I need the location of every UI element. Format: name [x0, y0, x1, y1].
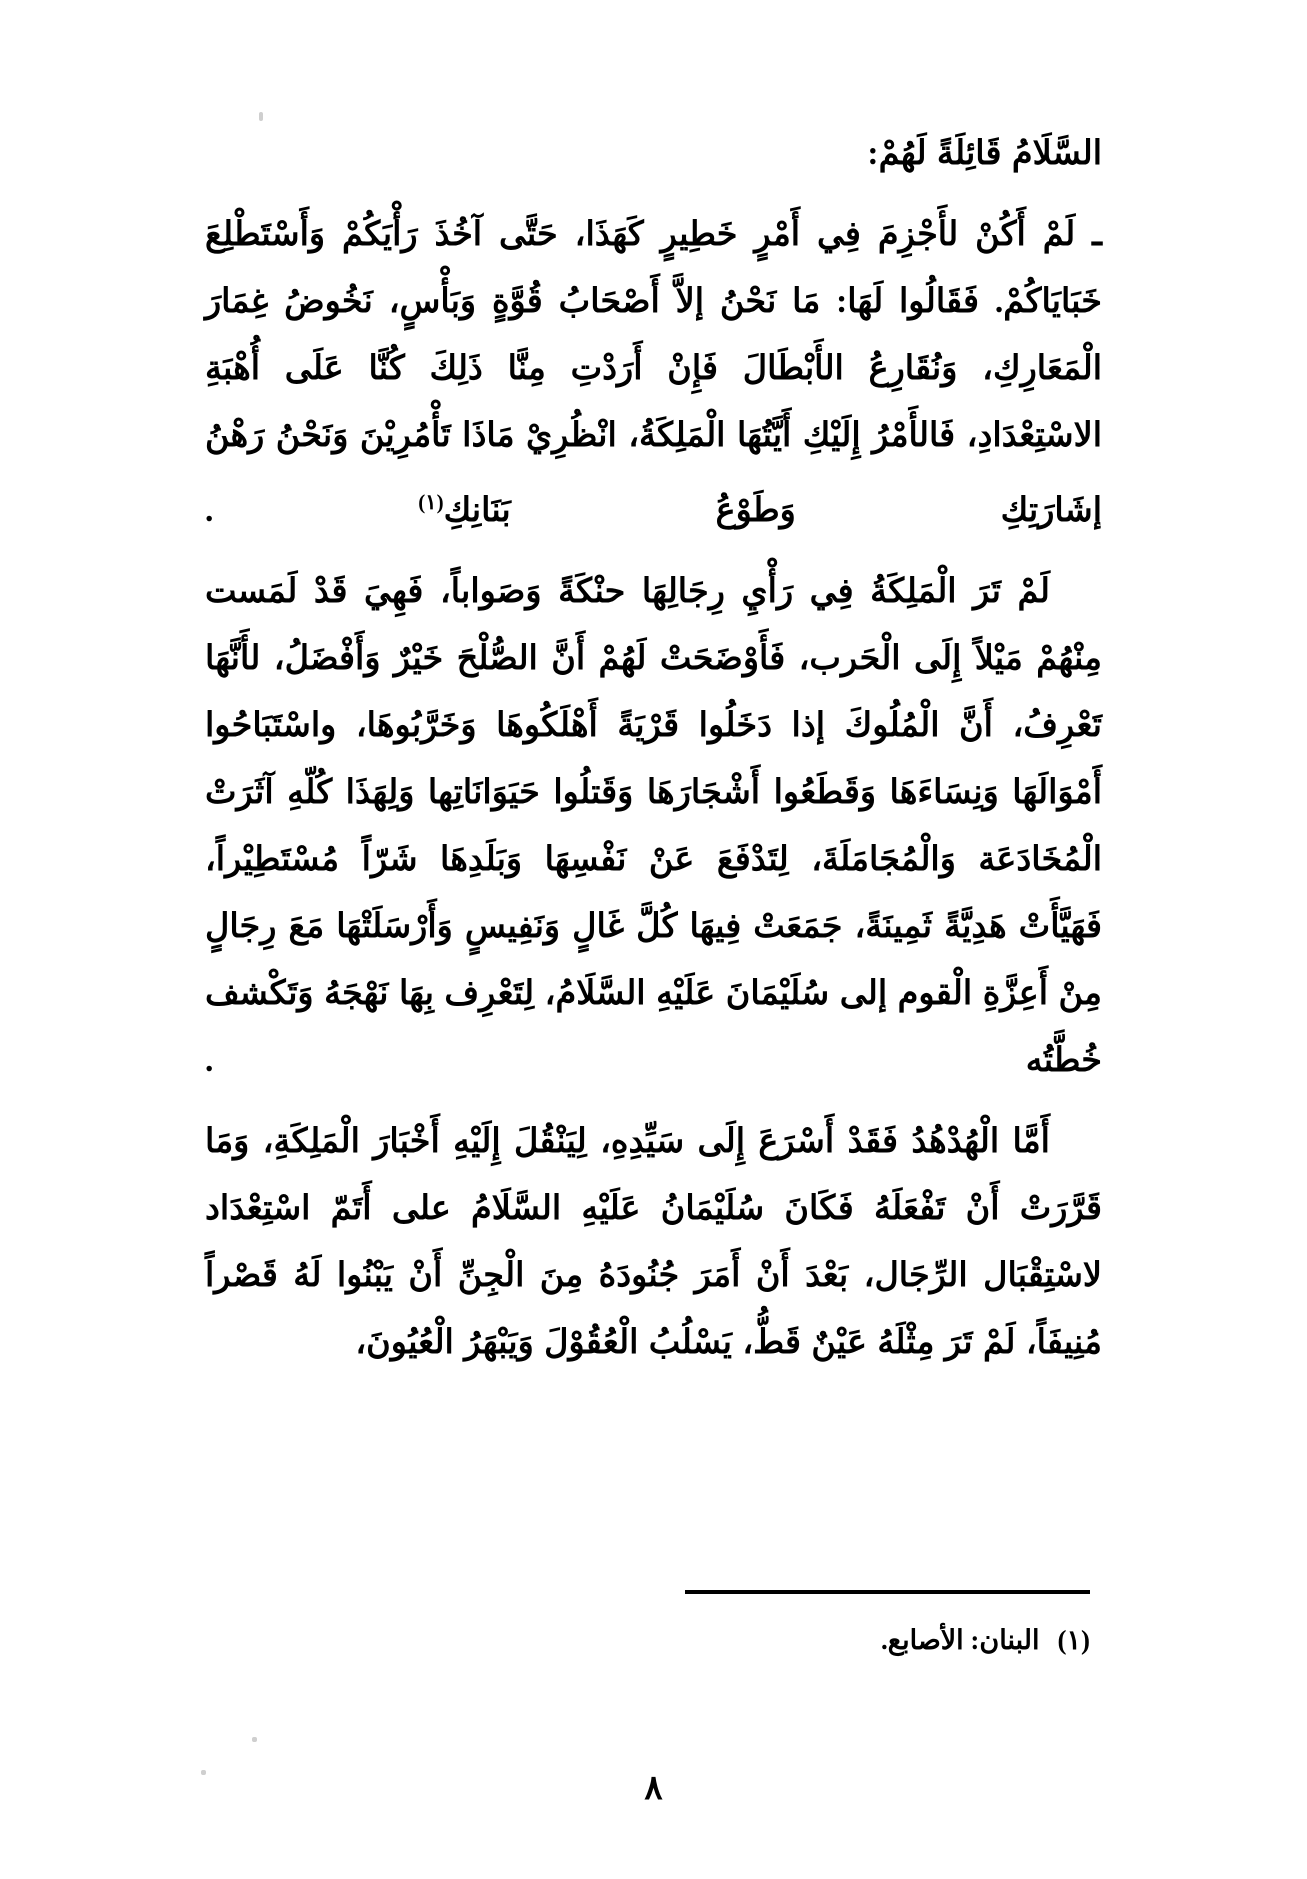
paragraph-dialogue — [205, 201, 1102, 544]
footnote-item — [205, 1620, 1090, 1660]
footnote-number: (١) — [1057, 1625, 1090, 1655]
footnote-reference-1[interactable]: (١) — [418, 490, 444, 514]
paragraph-dialogue-text: ـ لَمْ أَكُنْ لأَجْزِمَ فِي أَمْرٍ خَطِيرٍ كَهَذَا، حَتَّى آخُذَ رَأْيَكُمْ وَأَسْتَطْلِعَ خَبَايَاكُمْ. فَقَالُوا لَهَا: مَا نَحْنُ إلاَّ أَصْحَابُ قُوَّةٍ وَبَأْسٍ، نَخُوضُ غِمَارَ الْمَعَارِكِ، وَنُقَارِعُ الأَبْطَالَ فَإِنْ أَرَدْتِ مِنَّا ذَلِكَ كُنَّا عَلَى أُهْبَةِ الاسْتِعْدَادِ، فَالأَمْرُ إِلَيْكِ أَيَّتُهَا الْمَلِكَةُ، انْظُرِيْ مَاذَا تَأْمُرِيْنَ وَنَحْنُ رَهْنُ إشَارَتِكِ وَطَوْعُ بَنَانِكِ — [205, 216, 1103, 530]
paragraph-queen-decision: لَمْ تَرَ الْمَلِكَةُ فِي رَأْيِ رِجَالِهَا حنْكَةً وَصَواباً، فَهِيَ قَدْ لَمَست مِنْهُمْ مَيْلاً إِلَى الْحَرب، فَأَوْضَحَتْ لَهُمْ أَنَّ الصُّلْحَ خَيْرٌ وَأَفْضَلُ، لأَنَّهَا تَعْرِفُ، أَنَّ الْمُلُوكَ إذا دَخَلُوا قَرْيَةً أَهْلَكُوهَا وَخَرَّبُوهَا، واسْتَبَاحُوا أَمْوَالَهَا وَنِسَاءَهَا وَقَطَعُوا أَشْجَارَهَا وَقَتلُوا حَيَوَانَاتِها وَلِهَذَا كُلّهِ آثَرَتْ الْمُخَادَعَة وَالْمُجَامَلَةَ، لِتَدْفَعَ عَنْ نَفْسِهَا وَبَلَدِهَا شَرّاً مُسْتَطِيْراً، فَهَيَّأَتْ هَدِيَّةً ثَمِينَةً، جَمَعَتْ فِيهَا كُلَّ غَالٍ وَنَفِيسٍ وَأَرْسَلَتْهَا مَعَ رِجَالٍ مِنْ أَعِزَّةِ الْقوم إلى سُلَيْمَانَ عَلَيْهِ السَّلَامُ، لِتَعْرِف بِهَا نَهْجَهُ وَتَكْشف خُطَّتُه . — [205, 573, 1102, 1080]
paper-speck — [252, 1737, 257, 1742]
page-number: ٨ — [644, 1770, 663, 1807]
footnote-separator-rule — [685, 1590, 1090, 1594]
footnote-text: البنان: الأصابع. — [880, 1625, 1040, 1655]
paragraph-dialogue-tail: . — [205, 492, 419, 530]
body-text-block — [205, 120, 1102, 1390]
paragraph-opening-line: السَّلَامُ قَائِلَةً لَهُمْ: — [867, 135, 1102, 172]
footnote-area — [205, 1590, 1102, 1660]
paragraph-hoopoe: أَمَّا الْهُدْهُدُ فَقَدْ أَسْرَعَ إِلَى سَيِّدِهِ، لِيَنْقُلَ إِلَيْهِ أَخْبَارَ الْمَلِكَةِ، وَمَا قَرَّرَتْ أَنْ تَفْعَلَهُ فَكَانَ سُلَيْمَانُ عَلَيْهِ السَّلَامُ على أَتَمّ اسْتِعْدَاد لاسْتِقْبَال الرِّجَال، بَعْدَ أَنْ أَمَرَ جُنُودَهُ مِنَ الْجِنِّ أَنْ يَبْنُوا لَهُ قَصْراً مُنِيفَاً، لَمْ تَرَ مِثْلَهُ عَيْنٌ قَطُّ، يَسْلُبُ الْعُقُوْلَ وَيَبْهَرُ الْعُيُونَ، — [205, 1123, 1102, 1362]
